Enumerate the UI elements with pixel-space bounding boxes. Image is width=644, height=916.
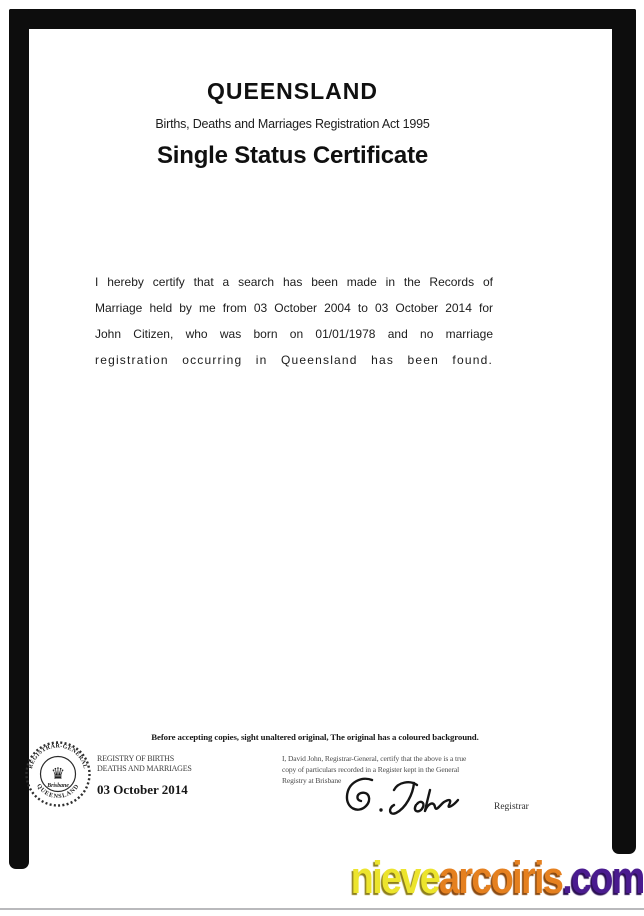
certification-paragraph: [95, 269, 493, 373]
crown-icon: ♛: [50, 764, 66, 783]
registrar-general-seal-icon: [24, 740, 92, 808]
watermark-part: nieve: [351, 852, 440, 903]
certification-line: Registry at Brisbane: [282, 776, 342, 785]
signer-title: Registrar: [494, 802, 529, 812]
registry-line: DEATHS AND MARRIAGES: [97, 764, 192, 773]
watermark-part: .com: [562, 852, 644, 903]
body-line: registration occurring in Queensland has been found.: [95, 353, 493, 367]
registry-name: [97, 754, 192, 774]
act-subtitle: Births, Deaths and Marriages Registration Act 1995: [155, 117, 430, 131]
region-title: QUEENSLAND: [206, 78, 378, 104]
seal-arc-bottom-text: QUEENSLAND: [35, 782, 81, 801]
body-line: Marriage held by me from 03 October 2004 to 03 October 2014 for: [95, 301, 493, 315]
body-line: I hereby certify that a search has been made in the Records of: [95, 275, 493, 289]
certification-line: I, David John, Registrar-General, certify that the above is a true: [282, 754, 467, 763]
watermark-part: arcoiris: [439, 852, 563, 903]
document-header: [60, 78, 525, 170]
copy-notice: Before accepting copies, sight unaltered original, The original has a coloured background.: [151, 732, 479, 742]
seal-arc-top-text: REGISTRAR-GENERAL: [28, 743, 88, 770]
issue-date: 03 October 2014: [97, 782, 188, 797]
scan-edge-top: [9, 9, 636, 29]
scan-edge-right: [612, 9, 636, 854]
seal-city-text: Brisbane: [47, 783, 69, 789]
bottom-divider: [0, 908, 644, 910]
signature-image: [336, 772, 486, 822]
registry-line: REGISTRY OF BIRTHS: [97, 754, 174, 763]
body-line: John Citizen, who was born on 01/01/1978 and no marriage: [95, 327, 493, 341]
certificate-title: Single Status Certificate: [156, 142, 429, 169]
site-watermark: [351, 854, 644, 902]
certification-line: copy of particulars recorded in a Register kept in the General: [282, 765, 460, 774]
